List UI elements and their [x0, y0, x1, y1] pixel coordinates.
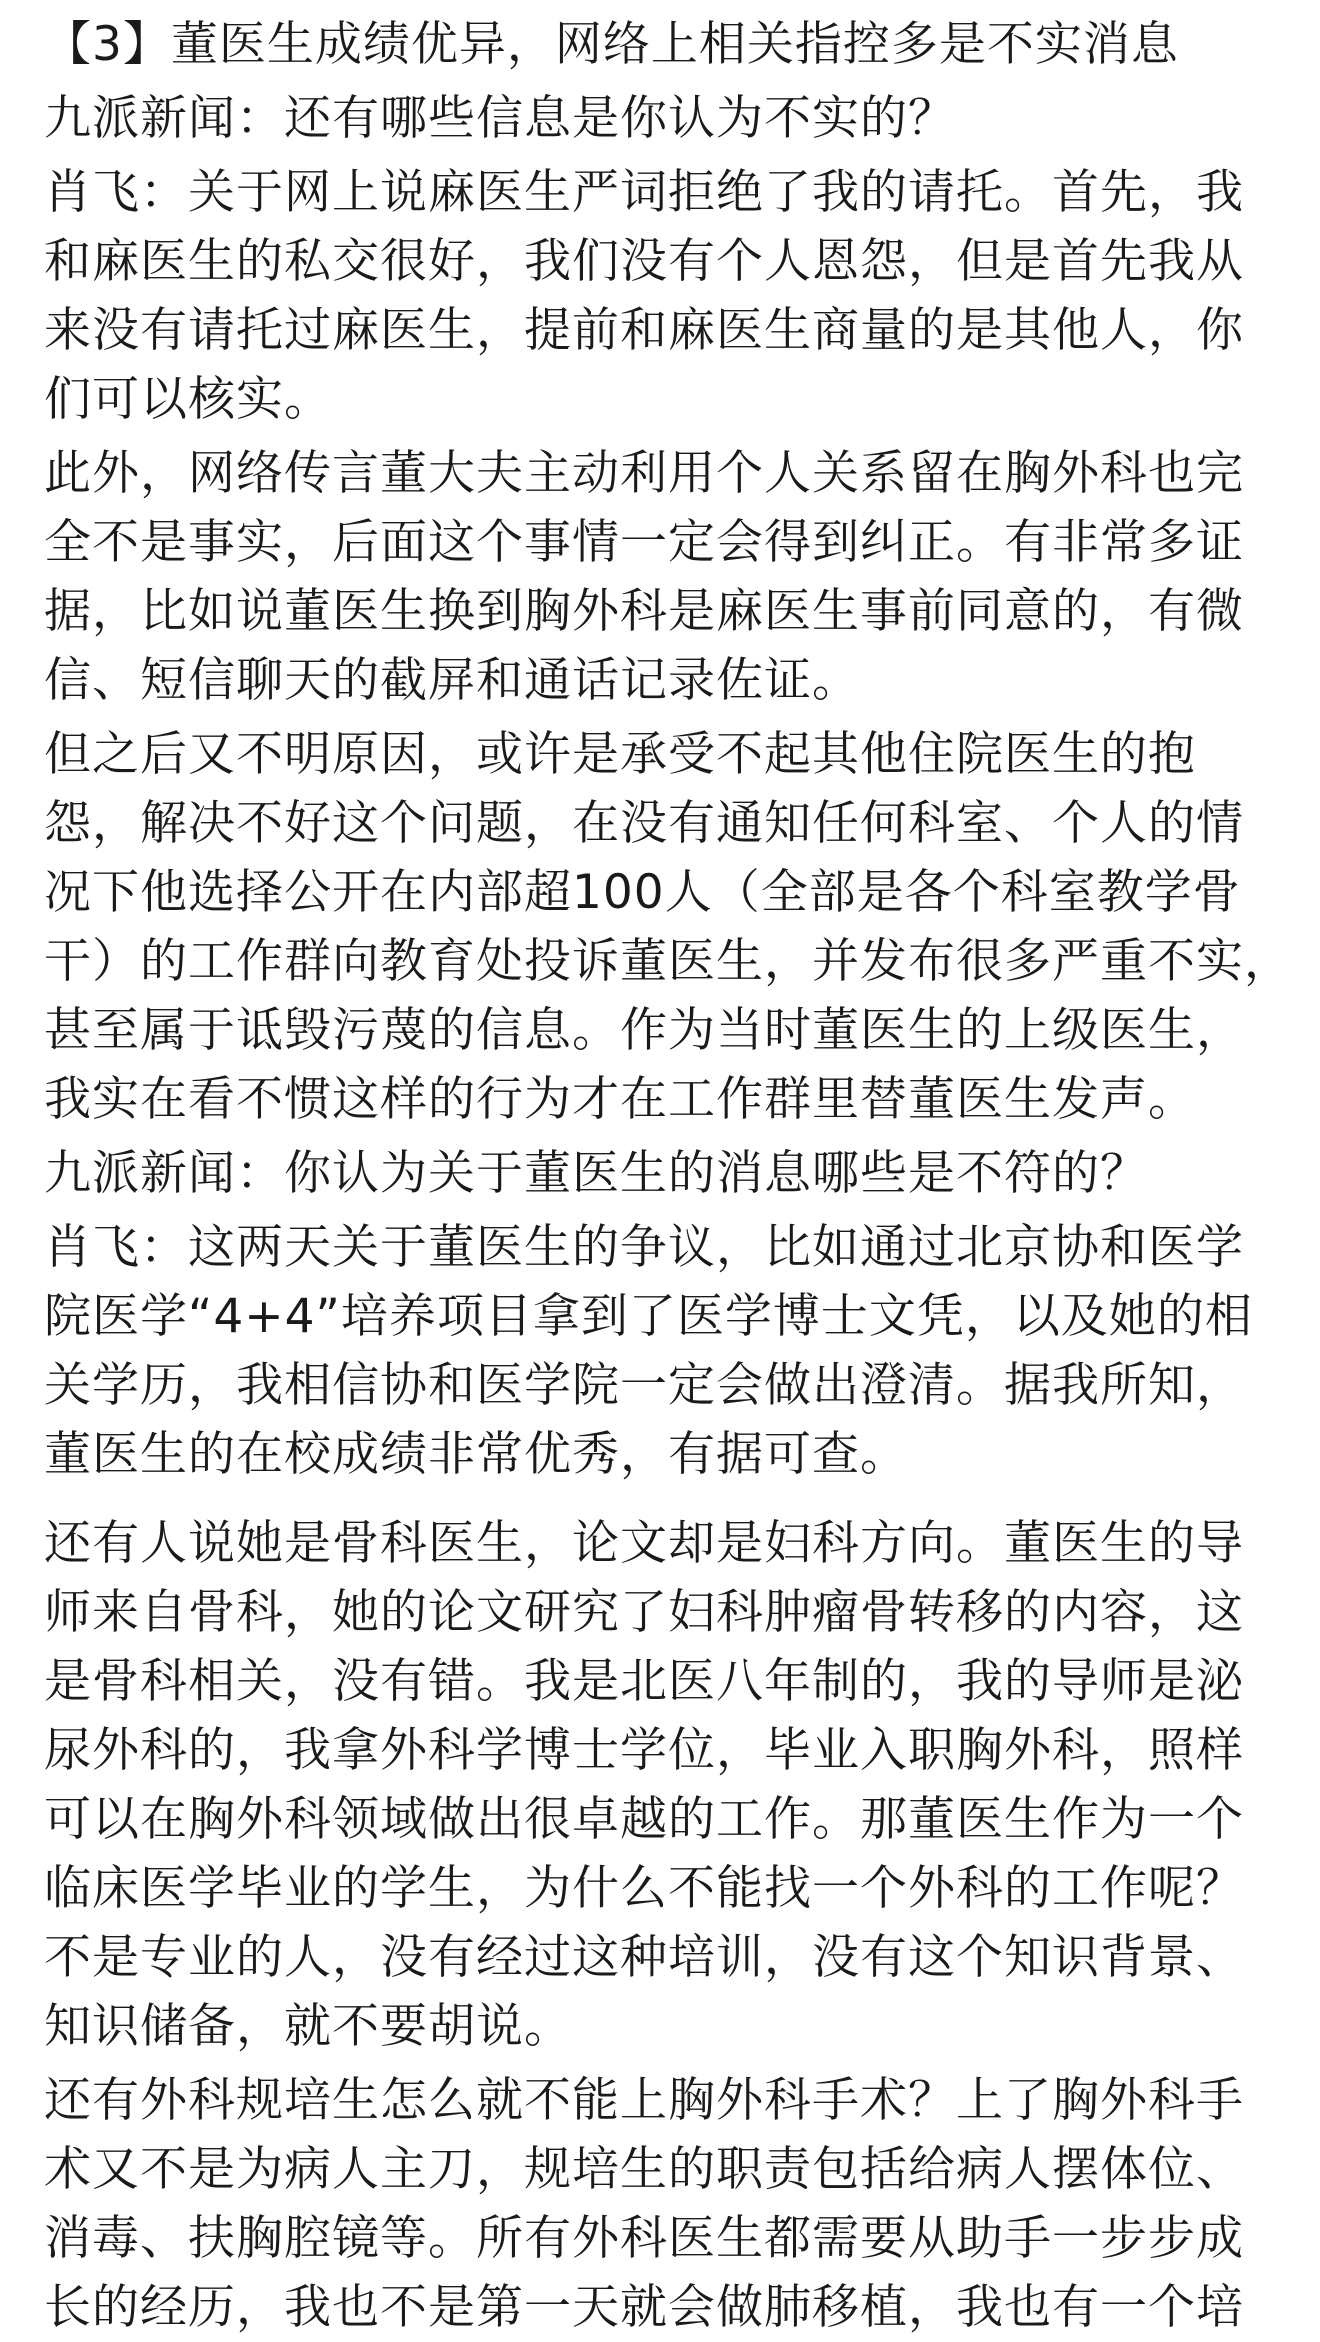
answer-paragraph: 肖飞：这两天关于董医生的争议，比如通过北京协和医学 院医学“4+4”培养项目拿到了医学博士文凭，以及她的相 关学历，我相信协和医学院一定会做出澄清。据我所知， 董医生的在校成绩非常优秀，有据可查。 [44, 1220, 1253, 1482]
answer-paragraph: 还有人说她是骨科医生，论文却是妇科方向。董医生的导 师来自骨科，她的论文研究了妇科肿瘤骨转移的内容，这 是骨科相关，没有错。我是北医八年制的，我的导师是泌 尿外科的，我拿外科学博士学位，毕业入职胸外科，照样 可以在胸外科领域做出很卓越的工作。那董医生作为一个 临床医学毕业的学生，为什么不能找一个外科的工作呢？ 不是专业的人，没有经过这种培训，没有这个知识背景、 知识储备，就不要胡说。 [44, 1516, 1244, 2054]
answer-paragraph: 肖飞：关于网上说麻医生严词拒绝了我的请托。首先，我 和麻医生的私交很好，我们没有个人恩怨，但是首先我从 来没有请托过麻医生，提前和麻医生商量的是其他人，你 们可以核实。 [44, 165, 1244, 427]
answer-paragraph: 但之后又不明原因，或许是承受不起其他住院医生的抱 怨，解决不好这个问题，在没有通知任何科室、个人的情 况下他选择公开在内部超100人（全部是各个科室教学骨 干）的工作群向教育处投诉董医生，并发布很多严重不实， 甚至属于诋毁污蔑的信息。作为当时董医生的上级医生， 我实在看不惯这样的行为才在工作群里替董医生发声。 [44, 727, 1292, 1127]
article-body [44, 10, 1294, 2342]
answer-paragraph: 此外，网络传言董大夫主动利用个人关系留在胸外科也完 全不是事实，后面这个事情一定会得到纠正。有非常多证 据，比如说董医生换到胸外科是麻医生事前同意的，有微 信、短信聊天的截屏和通话记录佐证。 [44, 446, 1244, 708]
question-paragraph: 九派新闻：还有哪些信息是你认为不实的？ [44, 91, 956, 146]
question-paragraph: 九派新闻：你认为关于董医生的消息哪些是不符的？ [44, 1146, 1148, 1201]
article-heading: 【3】董医生成绩优异，网络上相关指控多是不实消息 [44, 17, 1179, 72]
answer-paragraph: 还有外科规培生怎么就不能上胸外科手术？上了胸外科手 术又不是为病人主刀，规培生的职责包括给病人摆体位、 消毒、扶胸腔镜等。所有外科医生都需要从助手一步步成 长的经历，我也不是第一天就会做肺移植，我也有一个培 [44, 2073, 1244, 2335]
